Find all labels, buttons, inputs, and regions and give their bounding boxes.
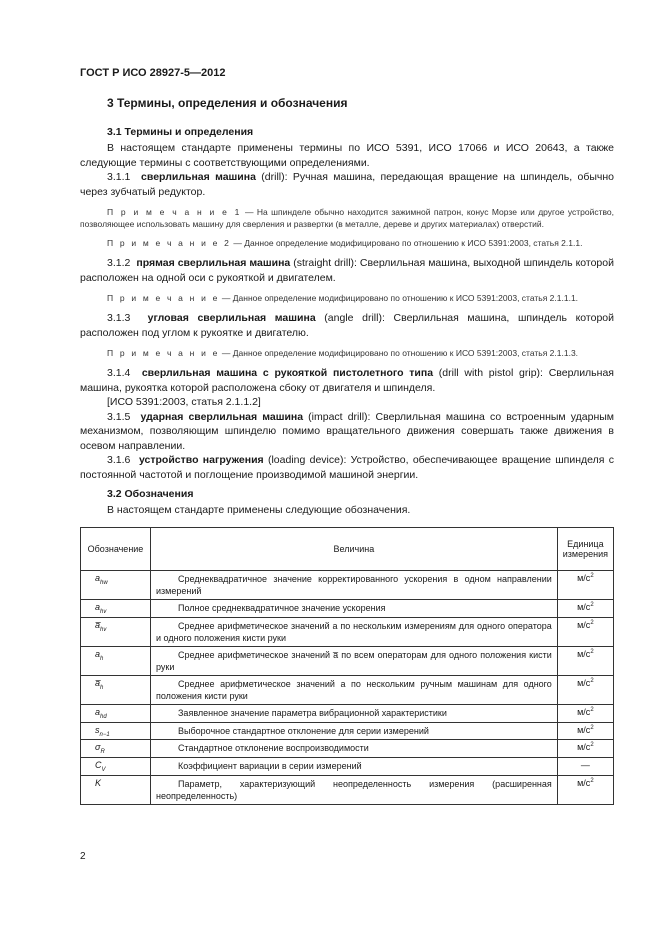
unit-cell: $м/с^2$ <box>557 775 613 804</box>
note-term-2: П р и м е ч а н и е — Данное определение модифицировано по отношению к ИСО 5391:2003, статья 2.1.1.1. <box>107 293 579 303</box>
subsection-title: 3.1 Термины и определения <box>107 126 254 138</box>
unit-cell: — <box>557 758 613 776</box>
symbol-cell: $s_{n-1}$ <box>81 722 151 740</box>
table-row <box>81 617 614 646</box>
table-row <box>81 675 614 704</box>
term-3-1-5: 3.1.5 ударная сверлильная машина (impact drill): Сверлильная машина со встроенным ударным механизмом, позволяющим шпинделю помимо вращательного движения совершать также движения в осевом направлении. <box>80 410 615 452</box>
unit-cell: $м/с^2$ <box>557 675 613 704</box>
col-unit-header: Единица измерения <box>557 528 613 571</box>
quantity-cell: Коэффициент вариации в серии измерений <box>151 758 558 776</box>
quantity-cell: Заявленное значение параметра вибрационной характеристики <box>151 704 558 722</box>
term-3-1-3: 3.1.3 угловая сверлильная машина (angle drill): Сверлильная машина, шпиндель которой расположен под углом к рукоятке и двигателю. <box>80 312 614 339</box>
page-number: 2 <box>80 851 86 862</box>
unit-cell: $м/с^2$ <box>557 617 613 646</box>
table-row <box>81 758 614 776</box>
symbols-table <box>80 527 614 805</box>
table-row <box>81 775 614 804</box>
symbol-cell: $a_h$ <box>81 646 151 675</box>
table-row <box>81 571 614 600</box>
note-term-3: П р и м е ч а н и е — Данное определение модифицировано по отношению к ИСО 5391:2003, статья 2.1.1.3. <box>107 348 579 358</box>
unit-cell: $м/с^2$ <box>557 571 613 600</box>
document-body <box>80 126 614 518</box>
symbol-cell: $a_{hw}$ <box>81 571 151 600</box>
symbol-cell: $a_{hd}$ <box>81 704 151 722</box>
term-3-1-2: 3.1.2 прямая сверлильная машина (straight drill): Сверлильная машина, выходной шпиндель которой расположен на одной оси с рукояткой и двигателем. <box>80 257 614 284</box>
term-3-1-6: 3.1.6 устройство нагружения (loading device): Устройство, обеспечивающее вращение шпинделя с постоянной частотой и поглощение производимой машиной энергии. <box>80 454 614 481</box>
symbol-cell: $\sigma_R$ <box>81 740 151 758</box>
subsection-title-2: 3.2 Обозначения <box>107 488 194 500</box>
col-quantity-header: Величина <box>151 528 558 571</box>
note-1: П р и м е ч а н и е 1 — На шпинделе обычно находится зажимной патрон, конус Морзе или другое устройство, позволяющее использовать машину для сверления и развертки (в металле, дереве и других материалах) отверстий. <box>80 207 614 229</box>
symbol-cell: $C_V$ <box>81 758 151 776</box>
table-row <box>81 600 614 618</box>
unit-cell: $м/с^2$ <box>557 646 613 675</box>
table-row <box>81 646 614 675</box>
unit-cell: $м/с^2$ <box>557 740 613 758</box>
quantity-cell: Среднее арифметическое значений a по нескольким измерениям для одного оператора и одного положения кисти руки <box>151 617 558 646</box>
document-header: ГОСТ Р ИСО 28927-5—2012 <box>80 67 226 79</box>
symbol-cell: K <box>81 775 151 804</box>
quantity-cell: Полное среднеквадратичное значение ускорения <box>151 600 558 618</box>
term-3-1-1: 3.1.1 сверлильная машина (drill): Ручная машина, передающая вращение на шпиндель, обычно через зубчатый редуктор. <box>80 171 615 198</box>
table-row <box>81 704 614 722</box>
symbol-cell: $a_{hv}$ <box>81 600 151 618</box>
table-header-row <box>81 528 614 571</box>
quantity-cell: Выборочное стандартное отклонение для серии измерений <box>151 722 558 740</box>
quantity-cell: Стандартное отклонение воспроизводимости <box>151 740 558 758</box>
quantity-cell: Среднеквадратичное значение корректированного ускорения в одном направлении измерений <box>151 571 558 600</box>
quantity-cell: Среднее арифметическое значений a̅ по всем операторам для одного положения кисти руки <box>151 646 558 675</box>
unit-cell: $м/с^2$ <box>557 722 613 740</box>
symbol-cell: $a̅_{hv}$ <box>81 617 151 646</box>
table-row <box>81 722 614 740</box>
symbols-intro: В настоящем стандарте применены следующие обозначения. <box>107 504 411 516</box>
unit-cell: $м/с^2$ <box>557 600 613 618</box>
quantity-cell: Среднее арифметическое значений a по нескольким ручным машинам для одного положения кисти руки <box>151 675 558 704</box>
quantity-cell: Параметр, характеризующий неопределенность измерения (расширенная неопределенность) <box>151 775 558 804</box>
term-3-1-4-reference: [ИСО 5391:2003, статья 2.1.1.2] <box>107 396 261 408</box>
table-body <box>81 571 614 805</box>
unit-cell: $м/с^2$ <box>557 704 613 722</box>
table-row <box>81 740 614 758</box>
intro-paragraph: В настоящем стандарте применены термины по ИСО 5391, ИСО 17066 и ИСО 20643, а также следующие термины с соответствующими определениями. <box>80 142 614 169</box>
note-2: П р и м е ч а н и е 2 — Данное определение модифицировано по отношению к ИСО 5391:2003, статья 2.1.1. <box>107 238 583 248</box>
section-title: 3 Термины, определения и обозначения <box>107 96 348 110</box>
symbol-cell: $a̅_h$ <box>81 675 151 704</box>
term-3-1-4: 3.1.4 сверлильная машина с рукояткой пистолетного типа (drill with pistol grip): Сверлильная машина, рукоятка которой расположена сбоку от двигателя и шпинделя. <box>80 367 614 394</box>
col-symbol-header: Обозначение <box>81 528 151 571</box>
